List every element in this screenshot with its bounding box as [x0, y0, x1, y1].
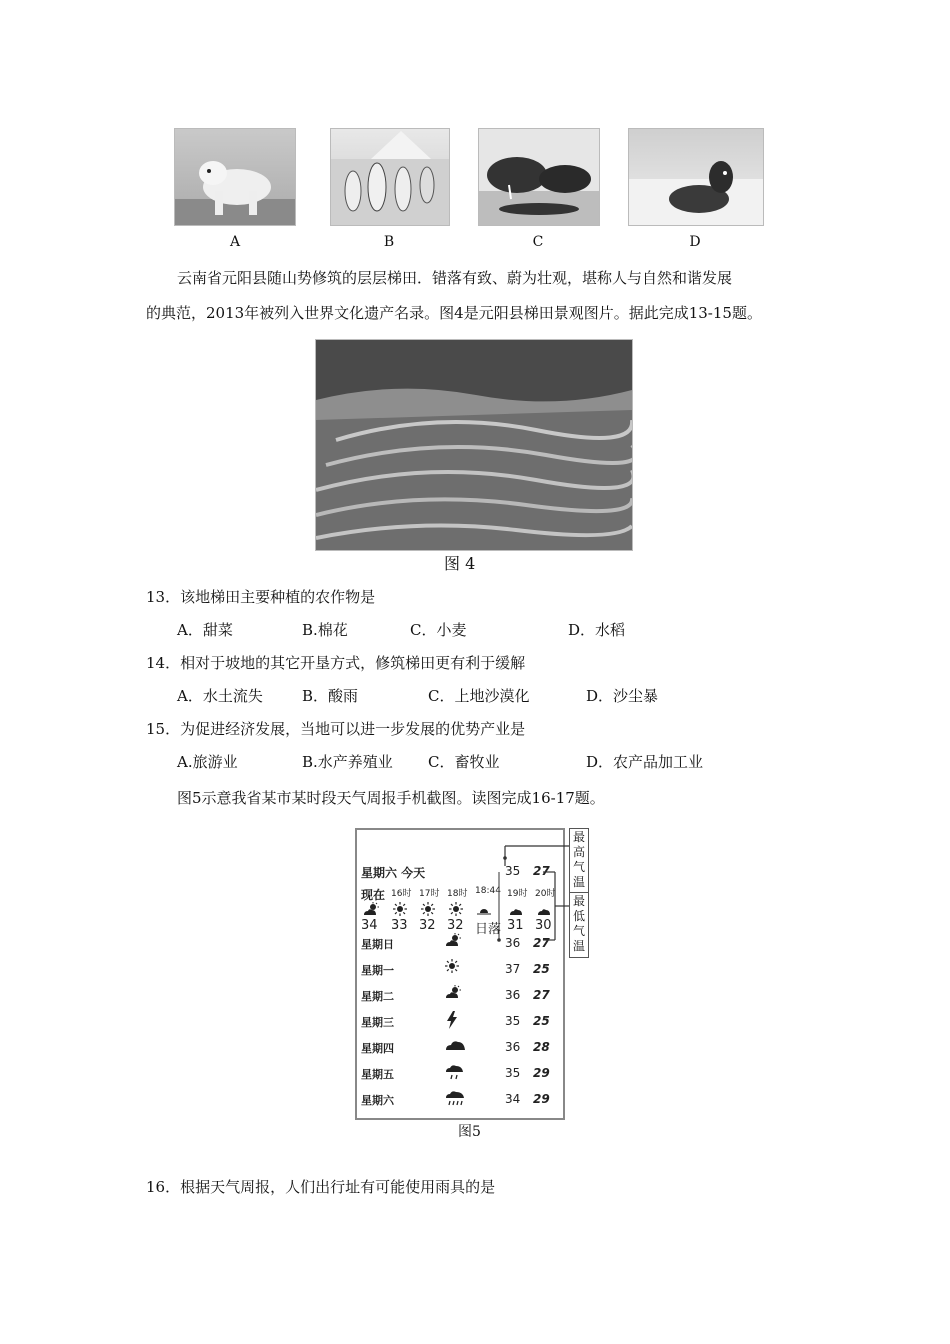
q14-option-c[interactable]: C．上地沙漠化: [428, 687, 530, 705]
forecast-day: 星期日: [361, 938, 394, 951]
forecast-high: 34: [505, 1092, 521, 1106]
q13-option-b[interactable]: B.棉花: [302, 621, 348, 639]
photo-caption-c: C: [532, 234, 544, 250]
photo-caption-b: B: [383, 234, 395, 250]
today-label: 星期六 今天: [361, 866, 426, 880]
q13-option-a[interactable]: A．甜菜: [177, 621, 233, 639]
forecast-low: 27: [533, 936, 550, 950]
forecast-low: 27: [533, 988, 550, 1002]
hour-temp: 34: [361, 918, 378, 933]
question-15-stem: 15．为促进经济发展，当地可以进一步发展的优势产业是: [146, 720, 526, 738]
question-14-stem: 14．相对于坡地的其它开垦方式，修筑梯田更有利于缓解: [146, 654, 526, 672]
q15-option-a[interactable]: A.旅游业: [177, 753, 238, 771]
q13-option-d[interactable]: D．水稻: [568, 621, 626, 639]
hour-temp: 32: [419, 918, 436, 933]
intro-line-2: 的典范，2013年被列入世界文化遗产名录。图4是元阳县梯田景观图片。据此完成13-15题。: [146, 304, 762, 322]
q14-option-b[interactable]: B．酸雨: [302, 687, 359, 705]
intro-line-1: 云南省元阳县随山势修筑的层层梯田．错落有致、蔚为壮观，堪称人与自然和谐发展: [177, 269, 733, 287]
seal-image: [629, 129, 763, 225]
q15-option-b[interactable]: B.水产养殖业: [302, 753, 393, 771]
forecast-high: 36: [505, 1040, 521, 1054]
fig5-intro: 图5示意我省某市某时段天气周报手机截图。读图完成16-17题。: [177, 789, 605, 807]
photo-caption-d: D: [689, 234, 701, 250]
hour-label: 18时: [447, 889, 468, 899]
forecast-high: 35: [505, 1014, 521, 1028]
photo-seal: [628, 128, 764, 226]
photo-caption-a: A: [229, 234, 241, 250]
forecast-day: 星期四: [361, 1042, 394, 1055]
q14-option-d[interactable]: D．沙尘暴: [586, 687, 659, 705]
forecast-high: 36: [505, 936, 521, 950]
forecast-day: 星期六: [361, 1094, 394, 1107]
forecast-day: 星期一: [361, 964, 394, 977]
hour-temp: 32: [447, 918, 464, 933]
forecast-low: 25: [533, 1014, 550, 1028]
today-high: 35: [505, 864, 521, 878]
hour-temp: 31: [507, 918, 524, 933]
q13-option-c[interactable]: C．小麦: [410, 621, 467, 639]
label-min-temp: 最低气温: [569, 892, 589, 958]
hour-label: 18:44: [475, 886, 501, 896]
hour-label: 现在: [361, 888, 386, 902]
annotation-lines: [355, 828, 595, 1128]
question-16-stem: 16．根据天气周报，人们出行址有可能使用雨具的是: [146, 1178, 496, 1196]
polar-bear-image: [175, 129, 295, 225]
hour-temp: 日落: [475, 922, 502, 937]
q15-option-d[interactable]: D．农产品加工业: [586, 753, 704, 771]
walrus-image: [479, 129, 599, 225]
question-13-stem: 13．该地梯田主要种植的农作物是: [146, 588, 376, 606]
forecast-day: 星期二: [361, 990, 394, 1003]
forecast-day: 星期五: [361, 1068, 394, 1081]
forecast-high: 36: [505, 988, 521, 1002]
fig4-caption: 图 4: [444, 554, 476, 573]
hour-label: 16时: [391, 889, 412, 899]
forecast-high: 35: [505, 1066, 521, 1080]
hour-label: 20时: [535, 889, 556, 899]
hour-temp: 30: [535, 918, 552, 933]
forecast-low: 29: [533, 1066, 550, 1080]
terraces-photo: [315, 339, 633, 551]
today-low: 27: [533, 864, 550, 878]
penguins-image: [331, 129, 449, 225]
photo-walrus: [478, 128, 600, 226]
forecast-day: 星期三: [361, 1016, 394, 1029]
fig5-caption: 图5: [458, 1124, 481, 1140]
forecast-low: 25: [533, 962, 550, 976]
photo-polar-bear: [174, 128, 296, 226]
hour-label: 17时: [419, 889, 440, 899]
forecast-low: 29: [533, 1092, 550, 1106]
q14-option-a[interactable]: A．水土流失: [177, 687, 263, 705]
q15-option-c[interactable]: C．畜牧业: [428, 753, 500, 771]
forecast-high: 37: [505, 962, 521, 976]
label-max-temp: 最高气温: [569, 828, 589, 894]
terraces-image: [316, 340, 632, 550]
hour-label: 19时: [507, 889, 528, 899]
forecast-low: 28: [533, 1040, 550, 1054]
hour-temp: 33: [391, 918, 408, 933]
photo-penguins: [330, 128, 450, 226]
